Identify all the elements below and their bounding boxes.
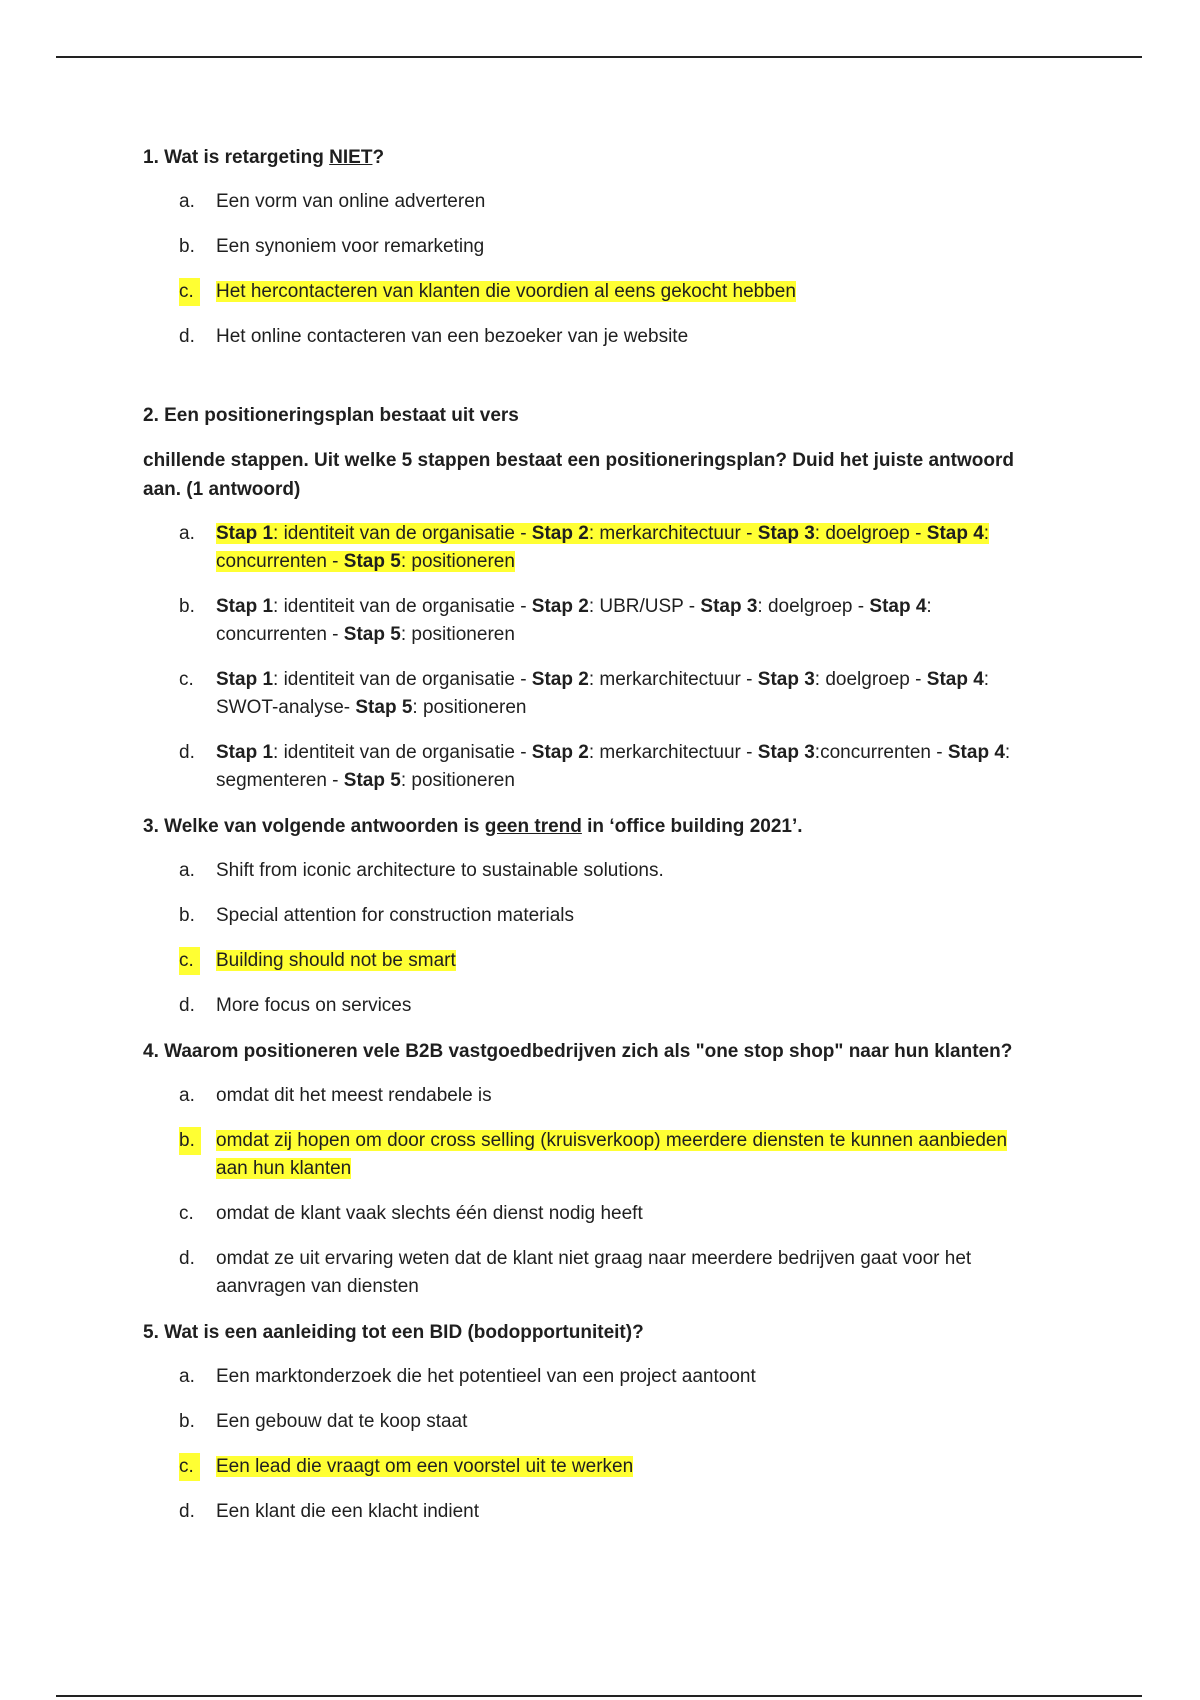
answer-letter: a.: [179, 523, 195, 544]
question-1: [143, 143, 1043, 172]
question-text: in ‘office building 2021’.: [581, 816, 803, 837]
answer-text-highlighted: Building should not be smart: [216, 950, 456, 971]
answer-text-highlighted: Stap 1: identiteit van de organisatie - Stap 2: merkarchitectuur - Stap 3: doelgroep - Stap 4: concurrenten - Stap 5: positioneren: [216, 523, 990, 572]
answer-option-highlighted: [143, 278, 1043, 306]
answer-option: [143, 1498, 1043, 1526]
answer-letter: d.: [179, 1501, 195, 1522]
answer-text: Stap 1: identiteit van de organisatie - Stap 2: merkarchitectuur - Stap 3:concurrenten - Stap 4: segmenteren - Stap 5: positioneren: [216, 742, 1011, 791]
answer-text-highlighted: Een lead die vraagt om een voorstel uit te werken: [216, 1456, 634, 1477]
answer-letter: b.: [179, 596, 195, 617]
answer-option-highlighted: [143, 947, 1043, 975]
answer-letter: d.: [179, 742, 195, 763]
answer-option-highlighted: [143, 520, 1043, 576]
question-text: 1. Wat is retargeting: [143, 147, 330, 168]
answer-text: Stap 1: identiteit van de organisatie - Stap 2: merkarchitectuur - Stap 3: doelgroep - Stap 4: SWOT-analyse- Stap 5: positioneren: [216, 669, 990, 718]
answer-letter: a.: [179, 1366, 195, 1387]
answer-option-highlighted: [143, 1453, 1043, 1481]
answer-text: Stap 1: identiteit van de organisatie - Stap 2: UBR/USP - Stap 3: doelgroep - Stap 4: concurrenten - Stap 5: positioneren: [216, 596, 932, 645]
answer-letter: c.: [179, 947, 200, 975]
answer-letter: a.: [179, 191, 195, 212]
answer-letter: d.: [179, 326, 195, 347]
page-top-rule: [56, 56, 1142, 58]
answer-letter: c.: [179, 1203, 194, 1224]
answer-option: [143, 593, 1043, 649]
question-5: 5. Wat is een aanleiding tot een BID (bodopportuniteit)?: [143, 1322, 644, 1343]
question-2: 2. Een positioneringsplan bestaat uit vers: [143, 405, 519, 426]
answer-text: Een marktonderzoek die het potentieel van een project aantoont: [216, 1366, 756, 1387]
answer-letter: b.: [179, 1127, 201, 1155]
answer-text: Een vorm van online adverteren: [216, 191, 486, 212]
question-2-continued: chillende stappen. Uit welke 5 stappen bestaat een positioneringsplan? Duid het juiste antwoord aan. (1 antwoord): [143, 450, 1014, 500]
answer-option: [143, 739, 1043, 795]
answer-option: [143, 323, 1043, 351]
question-4: 4. Waarom positioneren vele B2B vastgoedbedrijven zich als "one stop shop" naar hun klanten?: [143, 1041, 1013, 1062]
answer-letter: c.: [179, 1453, 200, 1481]
answer-option: [143, 1408, 1043, 1436]
answer-letter: b.: [179, 1411, 195, 1432]
answer-text: Een gebouw dat te koop staat: [216, 1411, 468, 1432]
answer-option: [143, 1200, 1043, 1228]
page-bottom-rule: [56, 1695, 1142, 1697]
answer-list-4: [143, 1082, 1043, 1301]
answer-letter: c.: [179, 278, 200, 306]
question-text: ?: [372, 147, 385, 168]
answer-letter: d.: [179, 1248, 195, 1269]
answer-text-highlighted: omdat zij hopen om door cross selling (kruisverkoop) meerdere diensten te kunnen aanbieden aan hun klanten: [216, 1130, 1008, 1179]
answer-letter: a.: [179, 860, 195, 881]
answer-letter: b.: [179, 236, 195, 257]
answer-list-5: [143, 1363, 1043, 1526]
answer-text: omdat dit het meest rendabele is: [216, 1085, 492, 1106]
answer-option: [143, 233, 1043, 261]
answer-text: More focus on services: [216, 995, 412, 1016]
answer-text: Een synoniem voor remarketing: [216, 236, 485, 257]
answer-text: omdat ze uit ervaring weten dat de klant niet graag naar meerdere bedrijven gaat voor het aanvragen van diensten: [216, 1248, 972, 1297]
answer-list-1: [143, 188, 1043, 351]
answer-text-highlighted: Het hercontacteren van klanten die voordien al eens gekocht hebben: [216, 281, 796, 302]
answer-text: Special attention for construction materials: [216, 905, 575, 926]
question-3: [143, 812, 1043, 841]
answer-list-2: [143, 520, 1043, 795]
answer-option: [143, 1245, 1043, 1301]
answer-list-3: [143, 857, 1043, 1020]
answer-text: Het online contacteren van een bezoeker van je website: [216, 326, 689, 347]
question-emphasis: geen trend: [484, 816, 582, 837]
answer-letter: c.: [179, 669, 194, 690]
answer-option: [143, 666, 1043, 722]
answer-letter: a.: [179, 1085, 195, 1106]
answer-letter: d.: [179, 995, 195, 1016]
answer-option: [143, 1363, 1043, 1391]
question-text: 3. Welke van volgende antwoorden is: [143, 816, 485, 837]
answer-option: [143, 188, 1043, 216]
answer-option: [143, 1082, 1043, 1110]
answer-letter: b.: [179, 905, 195, 926]
answer-text: Een klant die een klacht indient: [216, 1501, 480, 1522]
answer-text: Shift from iconic architecture to sustainable solutions.: [216, 860, 664, 881]
question-emphasis: NIET: [329, 147, 373, 168]
answer-option: [143, 992, 1043, 1020]
answer-text: omdat de klant vaak slechts één dienst nodig heeft: [216, 1203, 643, 1224]
document-body: [143, 143, 1043, 1543]
answer-option: [143, 857, 1043, 885]
answer-option: [143, 902, 1043, 930]
answer-option-highlighted: [143, 1127, 1043, 1183]
